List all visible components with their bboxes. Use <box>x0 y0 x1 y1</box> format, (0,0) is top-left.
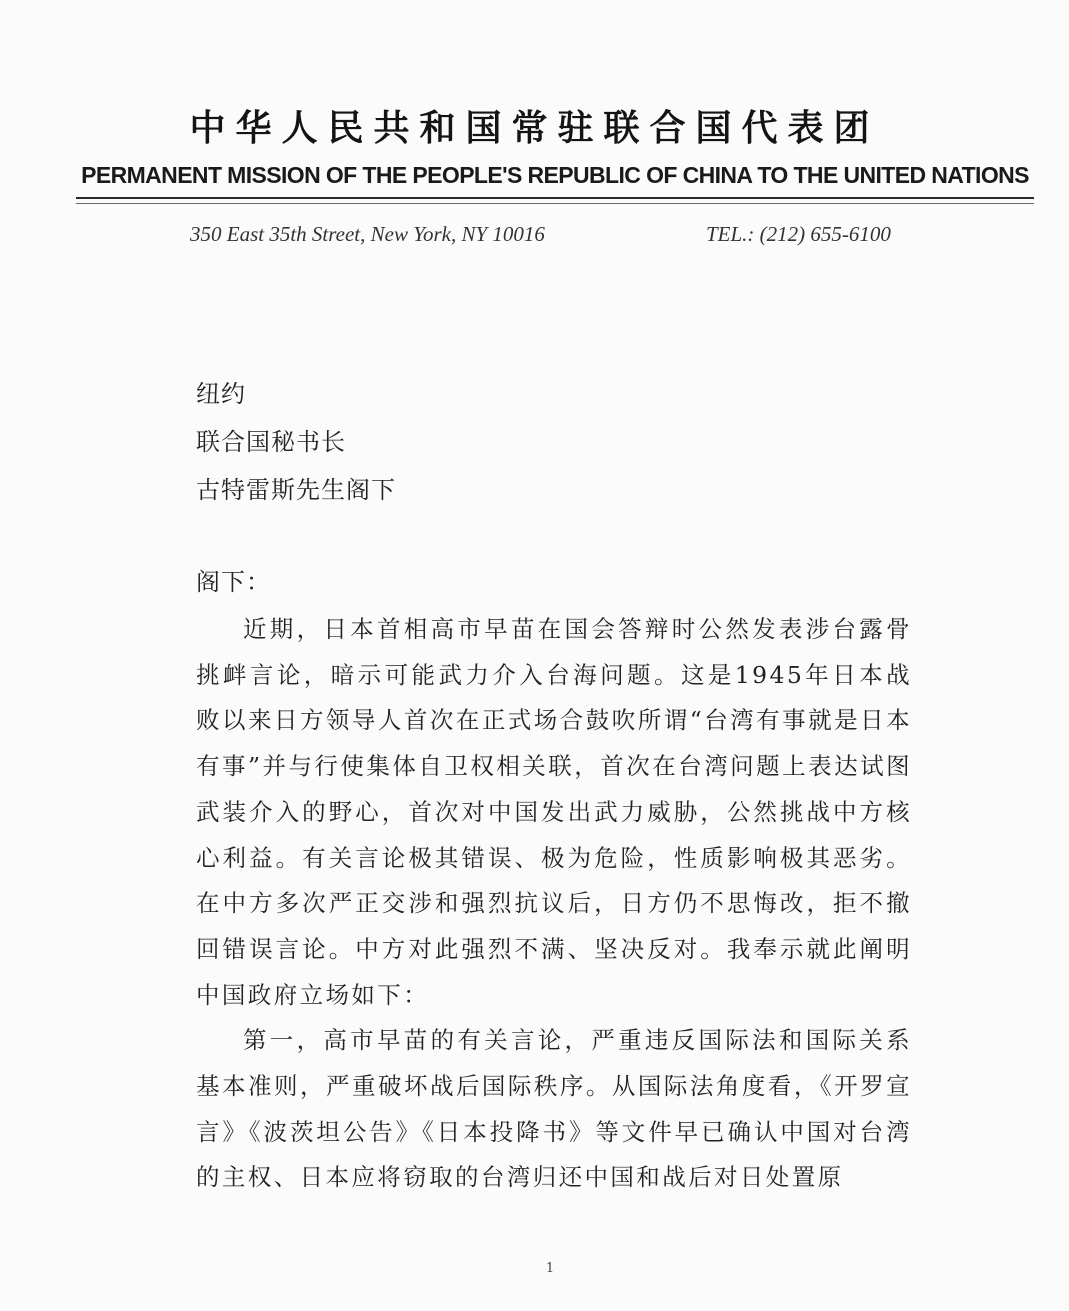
letterhead-title-english: PERMANENT MISSION OF THE PEOPLE'S REPUBLIC OF CHINA TO THE UNITED NATIONS <box>81 162 1029 188</box>
letterhead-divider-thin <box>76 203 1034 204</box>
addressee-name: 古特雷斯先生阁下 <box>196 476 396 504</box>
body-paragraph-2: 第一，高市早苗的有关言论，严重违反国际法和国际关系基本准则，严重破坏战后国际秩序。从国际法角度看，《开罗宣言》《波茨坦公告》《日本投降书》等文件早已确认中国对台湾的主权、日本应将窃取的台湾归还中国和战后对日处置原 <box>196 1026 912 1192</box>
addressee-city: 纽约 <box>196 380 246 408</box>
letter-body <box>196 607 912 1201</box>
letterhead-title-chinese: 中华人民共和国常驻联合国代表团 <box>189 108 880 149</box>
addressee-title: 联合国秘书长 <box>196 428 346 456</box>
salutation: 阁下： <box>196 568 271 596</box>
letterhead-divider <box>76 197 1034 199</box>
page-number: 1 <box>545 1261 555 1276</box>
body-paragraph-1: 近期，日本首相高市早苗在国会答辩时公然发表涉台露骨挑衅言论，暗示可能武力介入台海问题。这是1945年日本战败以来日方领导人首次在正式场合鼓吹所谓“台湾有事就是日本有事”并与行使集体自卫权相关联，首次在台湾问题上表达试图武装介入的野心，首次对中国发出武力威胁，公然挑战中方核心利益。有关言论极其错误、极为危险，性质影响极其恶劣。在中方多次严正交涉和强烈抗议后，日方仍不思悔改，拒不撤回错误言论。中方对此强烈不满、坚决反对。我奉示就此阐明中国政府立场如下： <box>196 615 912 1009</box>
mission-address: 350 East 35th Street, New York, NY 10016 <box>190 222 545 246</box>
mission-telephone: TEL.: (212) 655-6100 <box>706 222 891 246</box>
